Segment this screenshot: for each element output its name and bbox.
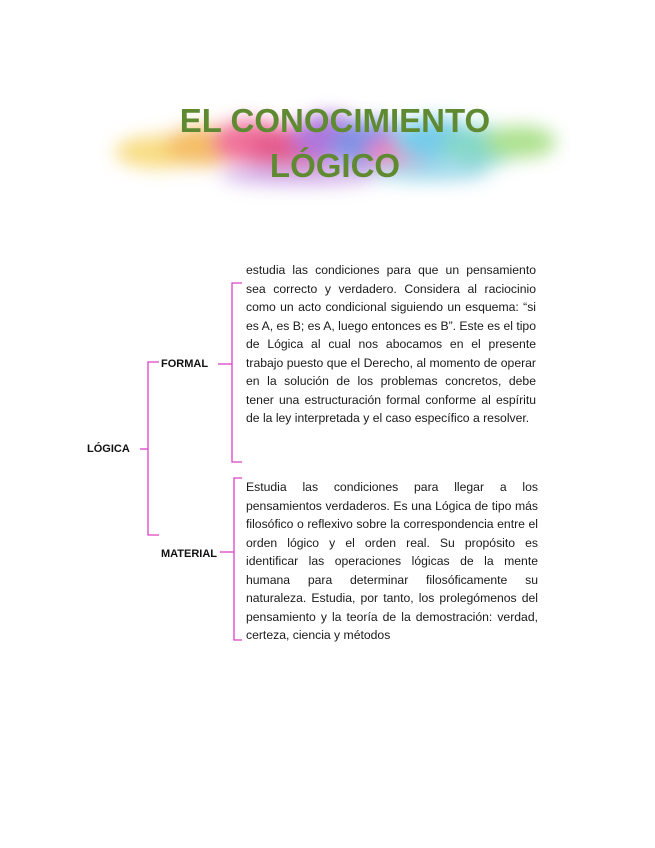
- formal-description: estudia las condiciones para que un pensamiento sea correcto y verdadero. Considera al raciocinio como un acto condicional siguiendo un esquema: “si es A, es B; es A, luego entonces es B”. Este es el tipo de Lógica al cual nos abocamos en el presente trabajo puesto que el Derecho, al momento de operar en la solución de los problemas concretos, debe tener una estructuración formal conforme al espíritu de la ley interpretada y el caso específico a resolver.: [246, 263, 536, 425]
- branch-label-formal: FORMAL: [161, 358, 209, 370]
- title-line-1: EL CONOCIMIENTO: [179, 102, 491, 139]
- root-label: LÓGICA: [87, 443, 130, 455]
- formal-bracket: [232, 283, 242, 462]
- root-bracket: [148, 362, 159, 535]
- branch-label-material: MATERIAL: [161, 548, 218, 560]
- material-description: Estudia las condiciones para llegar a los pensamientos verdaderos. Es una Lógica de tipo más filosófico o reflexivo sobre la correspondencia entre el orden lógico y el orden real. Su propósito es identificar las operaciones lógicas de la mente humana para determinar filosóficamente su naturaleza. Estudia, por tanto, los prolegómenos del pensamiento y la teoría de la demostración: verdad, certeza, ciencia y métodos: [246, 480, 538, 642]
- material-bracket: [234, 478, 242, 640]
- title-line-2: LÓGICO: [269, 147, 401, 184]
